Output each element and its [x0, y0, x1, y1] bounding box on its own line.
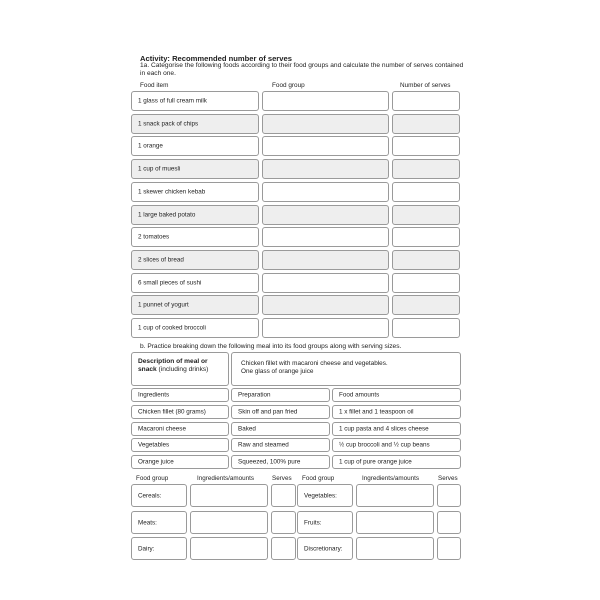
- right-col-serves: Serves: [438, 475, 458, 482]
- food-item-cell: [131, 182, 259, 202]
- left-ingredients-input[interactable]: [190, 537, 268, 560]
- food-amount-cell: [332, 438, 461, 452]
- food-item-label: 1 punnet of yogurt: [138, 301, 189, 309]
- right-food-group-label: Discretionary:: [304, 545, 343, 552]
- preparation-cell-text: Raw and steamed: [238, 441, 289, 449]
- food-amount-cell-text: 1 x fillet and 1 teaspoon oil: [339, 408, 414, 416]
- number-of-serves-input[interactable]: [392, 182, 460, 202]
- meal-description-line-2: One glass of orange juice: [241, 368, 314, 375]
- preparation-header-label: Preparation: [238, 391, 271, 399]
- left-col-food-group: Food group: [136, 475, 169, 482]
- number-of-serves-input[interactable]: [392, 159, 460, 179]
- number-of-serves-input[interactable]: [392, 250, 460, 270]
- number-of-serves-input[interactable]: [392, 227, 460, 247]
- food-item-label: 1 orange: [138, 142, 163, 150]
- number-of-serves-input[interactable]: [392, 114, 460, 134]
- food-amounts-header-label: Food amounts: [339, 391, 380, 399]
- preparation-cell: [231, 455, 330, 469]
- food-group-input[interactable]: [262, 114, 389, 134]
- food-item-label: 2 tomatoes: [138, 233, 170, 241]
- ingredients-header: [131, 388, 229, 402]
- food-item-label: 1 skewer chicken kebab: [138, 188, 206, 196]
- food-group-input[interactable]: [262, 91, 389, 111]
- col-number-of-serves: Number of serves: [400, 82, 451, 89]
- ingredient-cell-text: Vegetables: [138, 441, 170, 449]
- right-food-group-label: Fruits:: [304, 519, 322, 526]
- food-item-cell: [131, 205, 259, 225]
- left-food-group-label: Cereals:: [138, 492, 162, 499]
- meal-description-label-bold: Description of meal or snack: [138, 358, 208, 373]
- left-serves-input[interactable]: [271, 537, 296, 560]
- col-food-group: Food group: [272, 82, 305, 89]
- instruction-b: b. Practice breaking down the following meal into its food groups along with serving sizes.: [140, 343, 402, 350]
- meal-description-label-rest: (including drinks): [156, 366, 209, 373]
- left-col-serves: Serves: [272, 475, 292, 482]
- food-amount-cell-text: 1 cup pasta and 4 slices cheese: [339, 425, 429, 432]
- left-food-group-label: Meats:: [138, 519, 157, 526]
- right-food-group-cell: [297, 537, 353, 560]
- food-item-label: 1 snack pack of chips: [138, 120, 199, 128]
- ingredient-cell-text: Chicken fillet (80 grams): [138, 408, 206, 416]
- food-item-cell: [131, 136, 259, 156]
- left-serves-input[interactable]: [271, 511, 296, 534]
- ingredient-cell-text: Macaroni cheese: [138, 425, 186, 432]
- ingredient-cell: [131, 438, 229, 452]
- right-food-group-cell: [297, 511, 353, 534]
- right-col-food-group: Food group: [302, 475, 335, 482]
- meal-description-text: [241, 360, 388, 376]
- number-of-serves-input[interactable]: [392, 295, 460, 315]
- food-amounts-header: [332, 388, 461, 402]
- food-group-input[interactable]: [262, 227, 389, 247]
- preparation-header: [231, 388, 330, 402]
- food-group-input[interactable]: [262, 159, 389, 179]
- food-amount-cell-text: 1 cup of pure orange juice: [339, 458, 412, 465]
- right-ingredients-input[interactable]: [356, 511, 434, 534]
- food-group-input[interactable]: [262, 273, 389, 293]
- number-of-serves-input[interactable]: [392, 91, 460, 111]
- left-food-group-label: Dairy:: [138, 545, 155, 552]
- right-food-group-cell: [297, 484, 353, 507]
- instruction-1a: 1a. Categorise the following foods according to their food groups and calculate the number of serves contained in each one.: [140, 62, 464, 77]
- col-food-item: Food item: [140, 82, 169, 89]
- left-food-group-cell: [131, 537, 187, 560]
- meal-description-line-1: Chicken fillet with macaroni cheese and vegetables.: [241, 360, 388, 367]
- food-item-cell: [131, 114, 259, 134]
- ingredient-cell: [131, 422, 229, 436]
- number-of-serves-input[interactable]: [392, 273, 460, 293]
- food-item-cell: [131, 318, 259, 338]
- left-food-group-cell: [131, 484, 187, 507]
- right-serves-input[interactable]: [437, 484, 461, 507]
- activity-title: Activity: Recommended number of serves: [140, 54, 292, 63]
- meal-description-label-box: [131, 352, 229, 386]
- food-group-input[interactable]: [262, 205, 389, 225]
- left-ingredients-input[interactable]: [190, 484, 268, 507]
- food-group-input[interactable]: [262, 136, 389, 156]
- ingredient-cell: [131, 405, 229, 419]
- food-item-cell: [131, 273, 259, 293]
- number-of-serves-input[interactable]: [392, 318, 460, 338]
- left-ingredients-input[interactable]: [190, 511, 268, 534]
- food-item-label: 2 slices of bread: [138, 256, 184, 264]
- food-item-cell: [131, 250, 259, 270]
- right-serves-input[interactable]: [437, 537, 461, 560]
- food-group-input[interactable]: [262, 295, 389, 315]
- food-item-label: 1 cup of cooked broccoli: [138, 324, 206, 332]
- preparation-cell-text: Baked: [238, 425, 256, 432]
- meal-description-box[interactable]: [231, 352, 461, 386]
- food-item-cell: [131, 227, 259, 247]
- left-food-group-cell: [131, 511, 187, 534]
- preparation-cell-text: Squeezed, 100% pure: [238, 458, 301, 465]
- food-item-cell: [131, 159, 259, 179]
- preparation-cell: [231, 405, 330, 419]
- food-item-cell: [131, 295, 259, 315]
- preparation-cell: [231, 438, 330, 452]
- food-amount-cell-text: ½ cup broccoli and ½ cup beans: [339, 441, 430, 449]
- food-item-label: 6 small pieces of sushi: [138, 279, 202, 287]
- left-serves-input[interactable]: [271, 484, 296, 507]
- food-item-label: 1 glass of full cream milk: [138, 97, 207, 105]
- right-ingredients-input[interactable]: [356, 537, 434, 560]
- food-amount-cell: [332, 405, 461, 419]
- food-item-label: 1 cup of muesli: [138, 165, 181, 173]
- right-food-group-label: Vegetables:: [304, 492, 337, 499]
- ingredient-cell: [131, 455, 229, 469]
- food-item-label: 1 large baked potato: [138, 211, 196, 218]
- food-amount-cell: [332, 455, 461, 469]
- food-item-cell: [131, 91, 259, 111]
- food-group-input[interactable]: [262, 182, 389, 202]
- number-of-serves-input[interactable]: [392, 136, 460, 156]
- preparation-cell: [231, 422, 330, 436]
- ingredients-header-label: Ingredients: [138, 391, 170, 399]
- right-ingredients-input[interactable]: [356, 484, 434, 507]
- number-of-serves-input[interactable]: [392, 205, 460, 225]
- food-group-input[interactable]: [262, 318, 389, 338]
- right-col-ingredients: Ingredients/amounts: [362, 475, 420, 482]
- ingredient-cell-text: Orange juice: [138, 458, 174, 465]
- preparation-cell-text: Skin off and pan fried: [238, 408, 298, 416]
- food-amount-cell: [332, 422, 461, 436]
- left-col-ingredients: Ingredients/amounts: [197, 475, 255, 482]
- meal-description-label: [138, 358, 228, 374]
- food-group-input[interactable]: [262, 250, 389, 270]
- right-serves-input[interactable]: [437, 511, 461, 534]
